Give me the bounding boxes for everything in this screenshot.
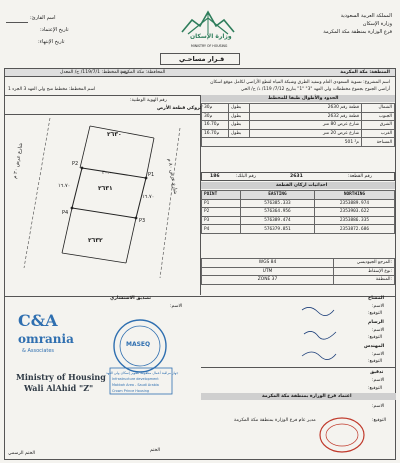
northing-value: 2353886.335 (314, 216, 394, 225)
moh-stamp-line1: Ministry of Housing (16, 372, 106, 382)
easting-value: 576364.956 (241, 208, 315, 217)
length-label: بطول (229, 104, 250, 113)
col-point: POINT (202, 191, 241, 200)
dim-left: ١٦.٧٠ (58, 183, 71, 189)
p4-label: P4 (62, 210, 69, 216)
length-value: 16.70م (202, 129, 229, 138)
length-value: 30م (202, 112, 229, 121)
signature-marks (300, 300, 340, 360)
corner-p2 (81, 167, 84, 170)
bound-desc: قطعة رقم 2630 (250, 104, 362, 113)
table-row (202, 112, 395, 121)
projection-label: نوع الإسقاط: (334, 267, 395, 276)
bound-side: الشمال (362, 104, 395, 113)
moh-stamp-line2: Wali AlAhid "Z" (24, 383, 94, 393)
maseq-text-1: جهاز مراقبة أعمال منظومة تطوير إسكان ولي العهد (106, 371, 179, 375)
bound-desc: شارع عرض 80 متر (250, 121, 362, 130)
maseq-text-3: Makkah Area - Saudi Arabia (112, 383, 159, 387)
bound-desc: قطعة رقم 2632 (250, 112, 362, 121)
zone-value: ZONE 37 (202, 276, 334, 285)
audit-sign-label: التوقيع: (368, 386, 383, 391)
easting-value: 576379.851 (241, 225, 315, 234)
corner-p1 (145, 177, 148, 180)
corner-p3 (135, 217, 138, 220)
consultant-name-label: الاسم: (170, 304, 183, 309)
engineer-sign-label: التوقيع: (368, 359, 383, 364)
maseq-stamp (104, 312, 178, 398)
plot-sketch (10, 118, 196, 288)
dim-right: ١٦.٧٠ (142, 194, 155, 200)
bound-desc: شارع عرض 20 متر (250, 129, 362, 138)
datum-value: WGS 84 (202, 259, 334, 268)
length-label: بطول (229, 121, 250, 130)
ministry-title: وزارة الإسكان (362, 21, 392, 27)
governorate-text: المحافظة: مكة المكرمة (120, 70, 166, 75)
boundary-line (126, 218, 136, 263)
branch-title: فرع الوزارة بمنطقة مكة المكرمة (323, 29, 392, 35)
audit-name-label: الاسم: (372, 378, 385, 383)
approval-date-label: تاريخ الإعتماد: (40, 27, 69, 33)
point-id: P2 (202, 208, 241, 217)
plot-2631-label: ٢٦٣١ (98, 185, 113, 192)
table-row (202, 104, 395, 113)
decision-title-box (160, 53, 240, 65)
bounds-table (201, 103, 395, 147)
p3-label: P3 (139, 218, 146, 224)
official-red-stamp (318, 416, 366, 454)
housing-logo-icon (178, 6, 238, 36)
approval-sign-label: التوقيع: (372, 418, 387, 423)
table-row (202, 129, 395, 138)
corner-p4 (71, 207, 74, 210)
audit-label: تدقيق (370, 370, 384, 375)
boundary-line (90, 126, 154, 138)
engineer-name-label: الاسم: (372, 352, 385, 357)
red-seal-icon (318, 416, 366, 454)
surveyor-sign-label: التوقيع: (368, 311, 383, 316)
ministry-logo (178, 6, 238, 50)
street-right-label: شارع عرض ٨٠ م (166, 158, 179, 195)
maseq-label: MASEQ (126, 341, 151, 348)
consultant-cert-label: تصديق الاستشاري (110, 296, 152, 301)
omrania-logo-text: omrania (18, 332, 74, 346)
northing-value: 2353872.686 (314, 225, 394, 234)
omrania-logo-ca: C&A (18, 311, 58, 330)
approval-name-label: الاسم: (372, 404, 385, 409)
block-number: 186 (210, 174, 220, 179)
project-line-2: أراضي الجنوح بجموع مخططات ولي العهد "3" "1" بتاريخ 7/12/ 119/ ذ/ ح/ الحي (240, 87, 390, 92)
plot-sketch-svg (10, 118, 196, 288)
logo-arabic: وزارة الإسكان (190, 33, 232, 40)
table-row (202, 276, 395, 285)
plot-number: 2631 (290, 174, 303, 179)
reader-name-label: اسم القارئ: (30, 15, 56, 21)
datum-label: المرجع الجيوديسي: (334, 259, 395, 268)
kingdom-title: المملكة العربية السعودية (340, 13, 392, 19)
sketch-divider (4, 114, 200, 115)
coords-table (201, 190, 395, 234)
divider-3 (201, 367, 396, 368)
col-northing: NORTHING (314, 191, 394, 200)
region-text: المنطقة: مكة المكرمة (340, 70, 390, 75)
plot-sketch-title: كروكي قطعة الأرض (157, 106, 203, 111)
table-row (202, 216, 395, 225)
omrania-stamp (14, 312, 110, 368)
table-row (202, 208, 395, 217)
easting-value: 576389.474 (241, 216, 315, 225)
official-stamp-label: الختم الرسمي (8, 451, 36, 456)
plan-no-text: رقم المخطط: 119/7/1/ ح/ المعدل (60, 70, 129, 75)
dim-top: ٣٠.٠٠ (102, 170, 115, 176)
area-value: 501 م² (202, 138, 362, 147)
project-line-1: اسم المشروع: تسوية السعودي العام وتنفيذ الطرق وشبكة المياه لقطع الأراضي لكامل موقع اسكان (210, 80, 390, 85)
point-id: P1 (202, 199, 241, 208)
bound-side: الجنوب (362, 112, 395, 121)
engineer-label: المهندس (364, 344, 385, 349)
col-easting: EASTING (241, 191, 315, 200)
table-header-row (202, 191, 395, 200)
northing-value: 2353903.622 (314, 208, 394, 217)
national-address-label: رقم الهوية الوطنية: (130, 98, 167, 103)
block-number-label: رقم البلك: (236, 174, 256, 179)
projection-value: UTM (202, 267, 334, 276)
length-label: بطول (229, 129, 250, 138)
plot-2630-label: ٢٦٣٠ (107, 131, 122, 138)
bound-side: الغرب (362, 129, 395, 138)
plot-number-label: رقم القطعة: (348, 174, 372, 179)
surveyor-label: المساح (368, 296, 385, 301)
length-label: بطول (229, 112, 250, 121)
length-value: 16.70م (202, 121, 229, 130)
table-row (202, 225, 395, 234)
table-row (202, 199, 395, 208)
table-row (202, 121, 395, 130)
area-label: المساحة (362, 138, 395, 147)
drafter-label: الرسام (368, 320, 384, 325)
point-id: P3 (202, 216, 241, 225)
table-row (202, 259, 395, 268)
street-edge-left (24, 118, 50, 268)
projection-table (201, 258, 395, 285)
table-row (202, 138, 395, 147)
length-value: 30م (202, 104, 229, 113)
bounds-header: الحدود والأطوال طبقا للمخطط (268, 96, 339, 101)
plan-name-text: اسم المخطط: مخطط منح ولي العهد 3 الجزء 1 (8, 87, 96, 92)
easting-value: 576385.333 (241, 199, 315, 208)
maseq-text-2: Infrastructure development (112, 377, 159, 381)
surveyor-name-label: الاسم: (372, 304, 385, 309)
drafter-name-label: الاسم: (372, 328, 385, 333)
street-edge-right (160, 128, 180, 278)
bound-side: الشرق (362, 121, 395, 130)
boundary-line (62, 253, 126, 263)
boundary-line (80, 126, 90, 168)
reader-line (6, 22, 28, 23)
finish-date-label: تاريخ الإنتهاء: (38, 39, 65, 45)
divider-2 (4, 296, 396, 297)
maseq-text-4: Crown Prince Housing (112, 389, 150, 393)
drafter-sign-label: التوقيع: (368, 335, 383, 340)
manager-title: مدير عام فرع الوزارة بمنطقة مكة المكرمة (234, 418, 316, 423)
table-row (202, 267, 395, 276)
plot-2632-label: ٢٦٣٢ (88, 237, 103, 244)
northing-value: 2353889.974 (314, 199, 394, 208)
consultant-stamp-label: الختم (150, 448, 161, 453)
coords-title: احداثيات اركان القطعة (276, 183, 328, 188)
point-id: P4 (202, 225, 241, 234)
decision-title: قـرار مساحـي (179, 55, 225, 63)
p2-label: P2 (72, 161, 79, 167)
p1-label: P1 (148, 172, 155, 178)
zone-label: المنطقة: (334, 276, 395, 285)
omrania-associates: & Associates (22, 348, 55, 354)
logo-english: MINISTRY OF HOUSING (191, 44, 228, 48)
approval-title: اعتماد فرع الوزارة بمنطقة مكة المكرمة (262, 394, 352, 399)
street-left-label: شارع عرض ٢٠ م (12, 142, 25, 180)
